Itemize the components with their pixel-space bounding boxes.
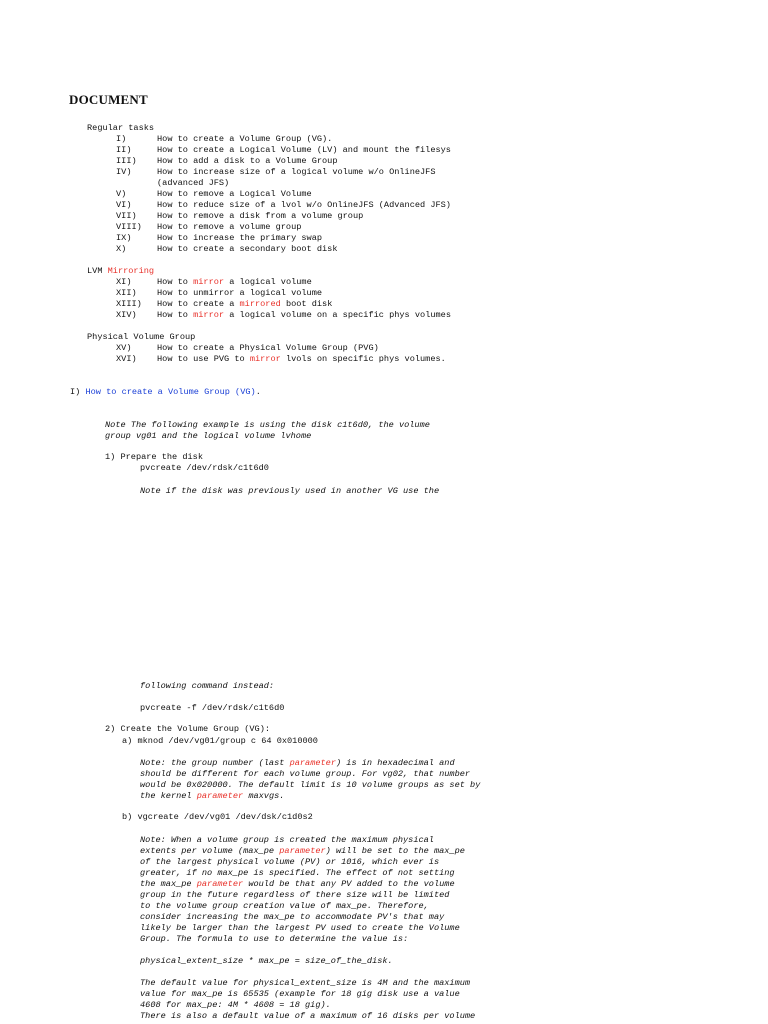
item-number: XV) <box>116 343 132 353</box>
note-1-line-2: group vg01 and the logical volume lvhome <box>105 431 312 441</box>
list-item <box>116 145 451 156</box>
step-2b-command: b) vgcreate /dev/vg01 /dev/dsk/c1d0s2 <box>122 812 313 822</box>
note-3-line-3: would be 0x020000. The default limit is 10 volume groups as set by <box>140 780 481 790</box>
item-number: XIV) <box>116 310 137 320</box>
parameter-keyword: parameter <box>279 846 326 856</box>
note-4-line-1: Note: When a volume group is created the maximum physical <box>140 835 434 845</box>
item-text: How to remove a volume group <box>157 222 302 232</box>
pvcreate-force-command: pvcreate -f /dev/rdsk/c1t6d0 <box>140 703 285 713</box>
item-text-tail: a logical volume on a specific phys volumes <box>224 310 451 320</box>
item-number: II) <box>116 145 132 155</box>
mirror-keyword: mirror <box>193 310 225 320</box>
document-title: DOCUMENT <box>69 92 148 107</box>
item-number: III) <box>116 156 137 166</box>
note-2: Note if the disk was previously used in another VG use the <box>140 486 440 496</box>
note-5-line-3: 4608 for max_pe: 4M * 4608 = 18 gig). <box>140 1000 331 1010</box>
item-text: How to create a Volume Group (VG). <box>157 134 333 144</box>
list-item <box>116 222 301 233</box>
note-5-line-1: The default value for physical_extent_size is 4M and the maximum <box>140 978 471 988</box>
note-1-line-1: Note The following example is using the disk c1t6d0, the volume <box>105 420 430 430</box>
note-3-line-4: the kernel parameter maxvgs. <box>140 791 285 801</box>
mirror-keyword: mirror <box>249 354 281 364</box>
item-text: How to <box>157 310 194 320</box>
list-item <box>116 156 338 167</box>
item-number: XII) <box>116 288 137 298</box>
section-1-heading: I) How to create a Volume Group (VG). <box>70 387 261 397</box>
item-text: How to create a Logical Volume (LV) and mount the filesys <box>157 145 451 155</box>
item-text-tail: boot disk <box>280 299 333 309</box>
note-4-line-6: group in the future regardless of there size will be limited <box>140 890 450 900</box>
list-item <box>116 189 312 200</box>
item-number: IX) <box>116 233 132 243</box>
step-1: 1) Prepare the disk <box>105 452 203 462</box>
list-item <box>116 277 312 288</box>
note-5-line-4: There is also a default value of a maximum of 16 disks per volume <box>140 1011 476 1021</box>
item-text: How to increase size of a logical volume w/o OnlineJFS <box>157 167 436 177</box>
item-text: How to create a Physical Volume Group (PVG) <box>157 343 379 353</box>
item-number: VIII) <box>116 222 142 232</box>
pvg-heading: Physical Volume Group <box>87 332 196 342</box>
note-4-line-5: the max_pe parameter would be that any PV added to the volume <box>140 879 455 889</box>
list-item <box>116 288 322 299</box>
note-4-line-10: Group. The formula to use to determine the value is: <box>140 934 409 944</box>
mirroring-keyword: Mirroring <box>107 266 155 276</box>
item-number: X) <box>116 244 127 254</box>
list-item <box>116 310 451 321</box>
note-4-line-2: extents per volume (max_pe parameter) will be set to the max_pe <box>140 846 465 856</box>
lvm-mirroring-heading: LVM Mirroring <box>87 266 155 276</box>
note-3-line-1: Note: the group number (last parameter) is in hexadecimal and <box>140 758 455 768</box>
list-item <box>116 178 229 189</box>
item-number: VII) <box>116 211 137 221</box>
list-item <box>116 354 446 365</box>
list-item <box>116 211 363 222</box>
item-text: How to create a secondary boot disk <box>157 244 338 254</box>
step-1-command: pvcreate /dev/rdsk/c1t6d0 <box>140 463 269 473</box>
item-text: How to remove a disk from a volume group <box>157 211 364 221</box>
item-text: How to use PVG to <box>157 354 250 364</box>
item-text: How to remove a Logical Volume <box>157 189 312 199</box>
list-item <box>116 299 332 310</box>
item-number: XI) <box>116 277 132 287</box>
section-1-title: How to create a Volume Group <box>85 387 230 397</box>
item-number: XIII) <box>116 299 142 309</box>
note-5-line-2: value for max_pe is 65535 (example for 18 gig disk use a value <box>140 989 460 999</box>
step-2: 2) Create the Volume Group (VG): <box>105 724 271 734</box>
item-text: How to create a <box>157 299 240 309</box>
item-number: V) <box>116 189 127 199</box>
list-item <box>116 134 332 145</box>
item-number: VI) <box>116 200 132 210</box>
item-text: (advanced JFS) <box>157 178 230 188</box>
parameter-keyword: parameter <box>196 791 244 801</box>
item-text: How to <box>157 277 194 287</box>
note-4-line-8: consider increasing the max_pe to accommodate PV's that may <box>140 912 445 922</box>
list-item <box>116 200 451 211</box>
item-text-tail: a logical volume <box>224 277 312 287</box>
note-4-line-7: to the volume group creation value of max_pe. Therefore, <box>140 901 429 911</box>
list-item <box>116 244 338 255</box>
item-text: How to add a disk to a Volume Group <box>157 156 338 166</box>
regular-tasks-heading: Regular tasks <box>87 123 155 133</box>
item-text: How to unmirror a logical volume <box>157 288 323 298</box>
formula: physical_extent_size * max_pe = size_of_the_disk. <box>140 956 393 966</box>
item-text: How to increase the primary swap <box>157 233 323 243</box>
list-item <box>116 167 435 178</box>
list-item <box>116 233 322 244</box>
note-4-line-9: likely be larger than the largest PV used to create the Volume <box>140 923 460 933</box>
list-item <box>116 343 379 354</box>
mirror-keyword: mirror <box>193 277 225 287</box>
parameter-keyword: parameter <box>289 758 336 768</box>
item-text-tail: lvols on specific phys volumes. <box>280 354 446 364</box>
mirror-keyword: mirrored <box>239 299 281 309</box>
item-number: I) <box>116 134 127 144</box>
note-4-line-4: greater, if no max_pe is specified. The effect of not setting <box>140 868 455 878</box>
item-number: XVI) <box>116 354 137 364</box>
item-number: IV) <box>116 167 132 177</box>
note-2-continued: following command instead: <box>140 681 275 691</box>
note-4-line-3: of the largest physical volume (PV) or 1016, which ever is <box>140 857 440 867</box>
step-2a-command: a) mknod /dev/vg01/group c 64 0x010000 <box>122 736 318 746</box>
note-3-line-2: should be different for each volume group. For vg02, that number <box>140 769 471 779</box>
parameter-keyword: parameter <box>196 879 244 889</box>
item-text: How to reduce size of a lvol w/o OnlineJFS (Advanced JFS) <box>157 200 451 210</box>
